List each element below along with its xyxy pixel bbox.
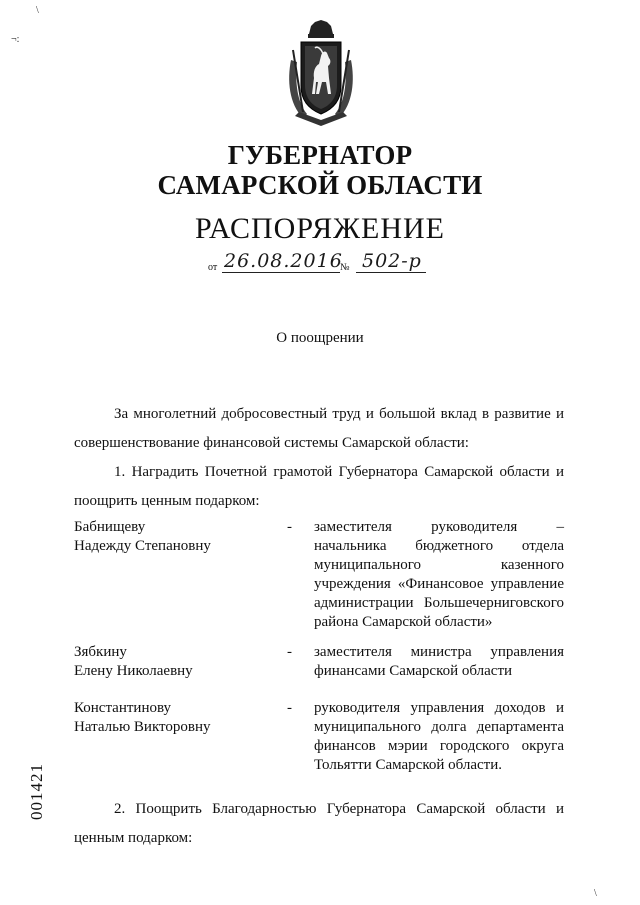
date-number-line (0, 250, 640, 280)
awardee-position: руководителя управления доходов и муниципального долга департамента финансов мэрии городского округа Тольятти Самарской области. (314, 700, 564, 773)
scan-mark-left-edge: ¬: (11, 34, 20, 45)
authority-title-line1: ГУБЕРНАТОР (227, 140, 413, 170)
item-2-paragraph: 2. Поощрить Благодарностью Губернатора Самарской области и ценным подарком: (74, 801, 564, 846)
awardee-surname: Зябкину (74, 644, 127, 660)
document-date: 26.08.2016 (224, 250, 343, 272)
authority-title-line2: САМАРСКОЙ ОБЛАСТИ (157, 170, 483, 200)
awardee-name (74, 518, 284, 556)
awardee-surname: Константинову (74, 700, 172, 716)
scan-mark-bottom-right: \ (594, 888, 597, 899)
date-underline (222, 272, 340, 273)
scan-mark-top-left: \ (36, 5, 39, 16)
document-type-title: РАСПОРЯЖЕНИЕ (194, 212, 446, 245)
intro-paragraph: За многолетний добросовестный труд и большой вклад в развитие и совершенствование финансовой системы Самарской области: (74, 406, 564, 451)
awardee-position: заместителя министра управления финансами Самарской области (314, 644, 564, 679)
samara-coat-of-arms-icon (285, 20, 357, 130)
awardee-dash: - (287, 644, 292, 660)
awardee-name (74, 643, 284, 681)
document-number: 502-р (362, 250, 422, 272)
date-from-label: от (208, 262, 218, 273)
awardee-dash: - (287, 519, 292, 535)
awardee-name (74, 699, 284, 737)
awardee-surname: Бабнищеву (74, 519, 146, 535)
awardee-position: заместителя руководителя – начальника бюджетного отдела муниципального казенного учреждения «Финансовое управление администрации Большечерниговского района Самарской области» (314, 519, 564, 630)
item-1-paragraph: 1. Наградить Почетной грамотой Губернатора Самарской области и поощрить ценным подарком: (74, 464, 564, 509)
awardee-given-name: Наталью Викторовну (74, 719, 211, 735)
awardee-given-name: Надежду Степановну (74, 538, 211, 554)
awardee-dash: - (287, 700, 292, 716)
number-underline (356, 272, 426, 273)
archive-number: 001421 (27, 763, 46, 820)
awardee-given-name: Елену Николаевну (74, 663, 193, 679)
document-subject: О поощрении (276, 330, 364, 346)
number-label: № (340, 262, 350, 273)
